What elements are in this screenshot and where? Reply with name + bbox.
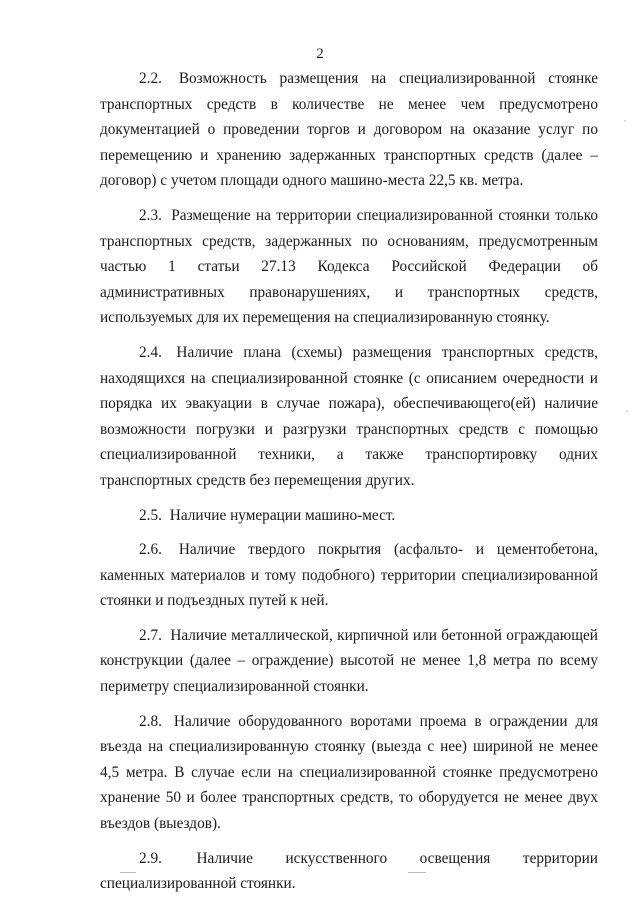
paragraph-text: Наличие нумерации машино-мест. (169, 506, 396, 524)
scan-artifact-dot (626, 410, 628, 412)
paragraph-number: 2.7. (139, 626, 162, 644)
paragraph-number: 2.4. (139, 343, 162, 361)
paragraph-2-8 (100, 709, 598, 837)
paragraph-2-3 (100, 203, 598, 331)
paragraph-text: Наличие оборудованного воротами проема в ограждении для въезда на специализированную стоянку (выезда с нее) шириной не менее 4,5 метра. В случае если на специализированной стоянке предусмотрено хранение 50 и более транспортных средств, то оборудуется не менее двух въездов (выездов). (100, 712, 598, 833)
scan-artifact-mark (408, 872, 426, 873)
paragraph-text: Возможность размещения на специализированной стоянке транспортных средств в количестве не менее чем предусмотрено документацией о проведении торгов и договором на оказание услуг по перемещению и хранению задержанных транспортных средств (далее – договор) с учетом площади одного машино-места 22,5 кв. метра. (100, 70, 598, 190)
paragraph-number: 2.6. (139, 541, 162, 559)
paragraph-2-6 (100, 537, 598, 614)
paragraph-2-5 (100, 503, 598, 529)
paragraph-2-7 (100, 623, 598, 700)
paragraph-text: Наличие металлической, кирпичной или бетонной ограждающей конструкции (далее – ограждение) высотой не менее 1,8 метра по всему периметру специализированной стоянки. (100, 626, 598, 696)
paragraph-text: Наличие плана (схемы) размещения транспортных средств, находящихся на специализированной стоянке (с описанием очередности и порядка их эвакуации в случае пожара), обеспечивающего(ей) наличие возможности погрузки и разгрузки транспортных средств с помощью специализированной техники, а также транспортировку одних транспортных средств без перемещения других. (100, 343, 598, 489)
page-number: 2 (316, 46, 324, 62)
paragraph-text: Наличие искусственного освещения территории специализированной стоянки. (100, 849, 598, 893)
scan-artifact-dot (624, 120, 626, 122)
scan-artifact-mark (120, 872, 136, 873)
paragraph-number: 2.2. (139, 70, 162, 87)
paragraph-2-9 (100, 846, 598, 897)
paragraph-text: Размещение на территории специализированной стоянки только транспортных средств, задержанных по основаниям, предусмотренным частью 1 статьи 27.13 Кодекса Российской Федерации об административных правонарушениях, и транспортных средств, используемых для их перемещения на специализированную стоянку. (100, 206, 598, 327)
paragraph-number: 2.9. (139, 849, 162, 867)
document-body (100, 66, 598, 906)
paragraph-number: 2.5. (139, 506, 162, 524)
paragraph-2-2 (100, 66, 598, 194)
paragraph-number: 2.8. (139, 712, 162, 730)
paragraph-2-4 (100, 340, 598, 494)
paragraph-text: Наличие твердого покрытия (асфальто- и цементобетона, каменных материалов и тому подобного) территории специализированной стоянки и подъездных путей к ней. (100, 541, 598, 610)
paragraph-number: 2.3. (139, 206, 162, 224)
